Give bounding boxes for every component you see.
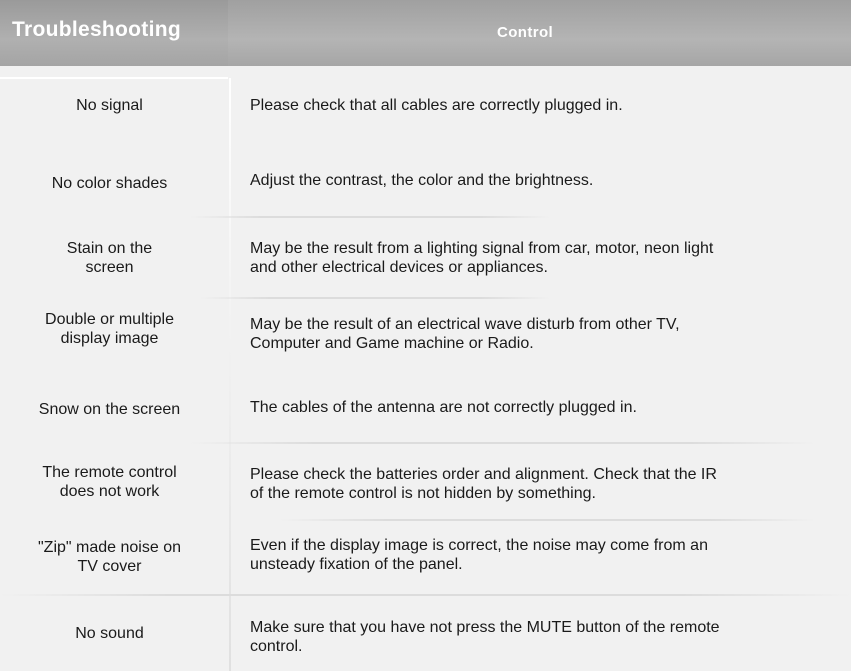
problem-text: does not work <box>59 483 160 500</box>
row-rule <box>280 519 815 521</box>
solution-cell <box>250 618 845 656</box>
problem-cell <box>0 538 219 576</box>
problem-cell <box>0 174 219 193</box>
solution-text: The cables of the antenna are not correctly plugged in. <box>250 399 637 416</box>
problem-cell <box>0 239 219 277</box>
problem-text: "Zip" made noise on <box>38 539 181 556</box>
row-rule <box>200 297 550 299</box>
row-rule <box>190 216 550 218</box>
solution-cell <box>250 96 845 115</box>
solution-text: May be the result from a lighting signal from car, motor, neon light <box>250 240 714 257</box>
solution-text: Even if the display image is correct, the noise may come from an <box>250 537 708 554</box>
row-rule <box>0 594 851 596</box>
solution-cell <box>250 398 845 417</box>
problem-text: screen <box>85 259 134 276</box>
problem-cell <box>0 463 219 501</box>
solution-text: control. <box>250 638 303 655</box>
solution-text: and other electrical devices or appliances. <box>250 259 548 276</box>
solution-cell <box>250 465 845 503</box>
solution-text: May be the result of an electrical wave disturb from other TV, <box>250 316 680 333</box>
solution-cell <box>250 315 845 353</box>
problem-cell <box>0 310 219 348</box>
problem-cell <box>0 96 219 115</box>
solution-text: Please check the batteries order and alignment. Check that the IR <box>250 466 717 483</box>
solution-cell <box>250 536 845 574</box>
solution-text: Computer and Game machine or Radio. <box>250 335 534 352</box>
solution-cell <box>250 171 845 190</box>
problem-text: Double or multiple <box>45 311 174 328</box>
problem-cell <box>0 624 219 643</box>
solution-text: Adjust the contrast, the color and the brightness. <box>250 172 594 189</box>
row-rule <box>0 77 228 79</box>
problem-text: No color shades <box>51 175 168 192</box>
troubleshooting-heading: Troubleshooting <box>12 18 181 41</box>
row-rule <box>190 442 815 444</box>
solution-text: of the remote control is not hidden by something. <box>250 485 596 502</box>
problem-text: TV cover <box>77 558 142 575</box>
problem-text: No signal <box>76 97 143 114</box>
problem-text: Snow on the screen <box>38 401 181 418</box>
problem-cell <box>0 400 219 419</box>
problem-text: Stain on the <box>66 240 153 257</box>
solution-text: Please check that all cables are correctly plugged in. <box>250 97 623 114</box>
control-heading: Control <box>497 24 554 41</box>
problem-text: display image <box>60 330 159 347</box>
table-header <box>0 0 851 66</box>
solution-text: Make sure that you have not press the MUTE button of the remote <box>250 619 720 636</box>
solution-cell <box>250 239 845 277</box>
problem-text: The remote control <box>42 464 177 481</box>
column-divider <box>229 78 231 671</box>
problem-text: No sound <box>75 625 144 642</box>
solution-text: unsteady fixation of the panel. <box>250 556 463 573</box>
